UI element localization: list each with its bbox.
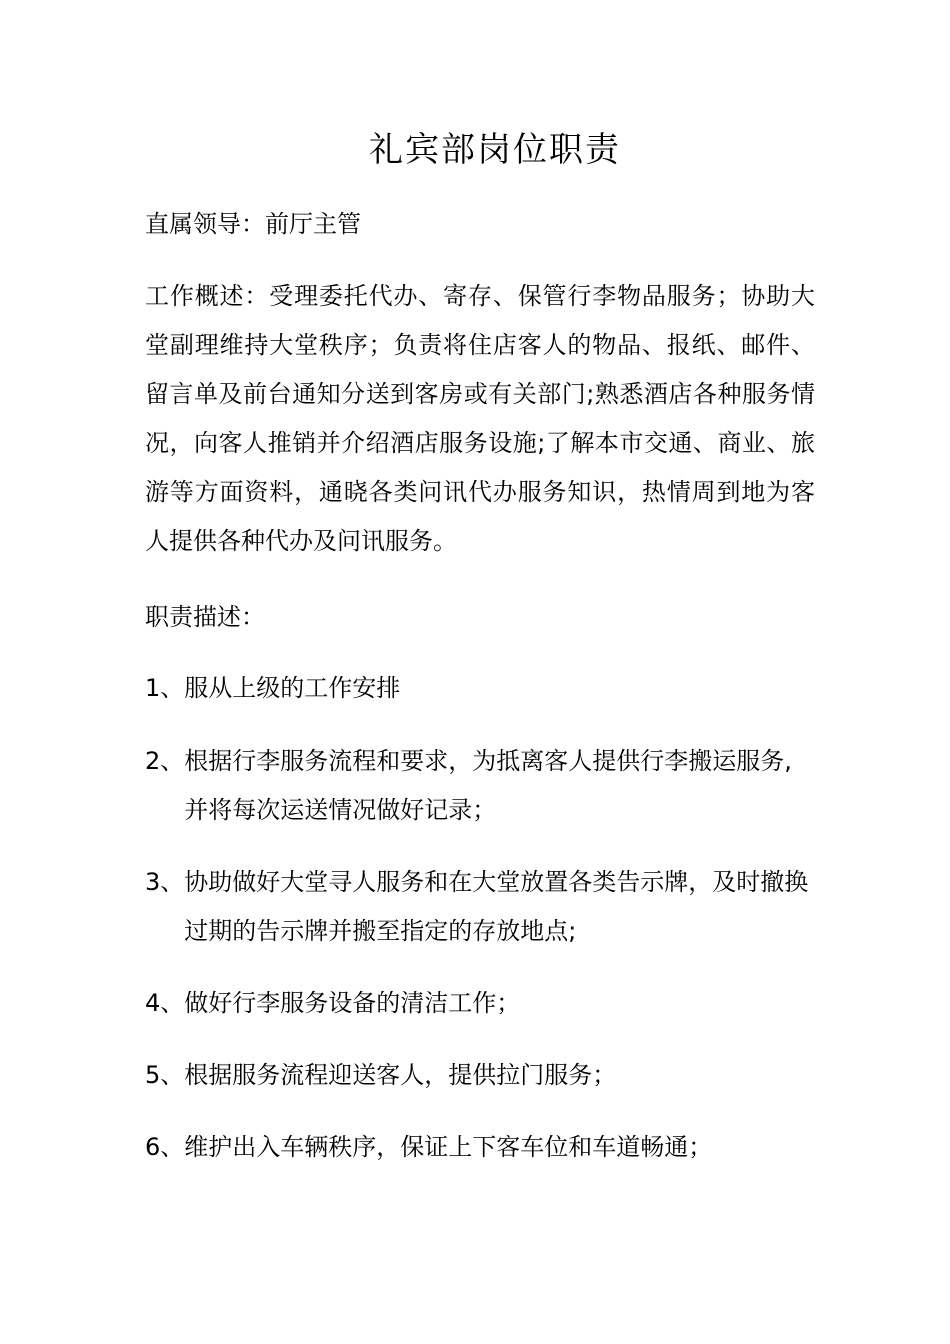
duty-text: 服从上级的工作安排 xyxy=(184,674,401,702)
duty-item xyxy=(145,1123,815,1172)
duty-item xyxy=(145,858,815,956)
supervisor-line: 直属领导：前厅主管 xyxy=(145,210,361,238)
duty-text: 根据行李服务流程和要求，为抵离客人提供行李搬运服务,并将每次运送情况做好记录； xyxy=(184,747,792,824)
duty-item xyxy=(145,664,815,713)
duty-number: 3、 xyxy=(145,868,185,896)
duty-number: 5、 xyxy=(145,1061,185,1089)
duty-number: 1、 xyxy=(145,674,185,702)
document-title: 礼宾部岗位职责 xyxy=(369,130,621,170)
duty-item xyxy=(145,979,815,1028)
duty-text: 做好行李服务设备的清洁工作； xyxy=(184,989,521,1017)
job-overview-paragraph: 工作概述：受理委托代办、寄存、保管行李物品服务；协助大堂副理维持大堂秩序；负责将住店客人的物品、报纸、邮件、留言单及前台通知分送到客房或有关部门;熟悉酒店各种服务情况，向客人推销并介绍酒店服务设施;了解本市交通、商业、旅游等方面资料，通晓各类问讯代办服务知识，热情周到地为客人提供各种代办及问讯服务。 xyxy=(145,282,815,555)
duty-item xyxy=(145,1051,815,1100)
duty-text: 协助做好大堂寻人服务和在大堂放置各类告示牌，及时撤换过期的告示牌并搬至指定的存放地点; xyxy=(184,868,809,945)
duty-number: 2、 xyxy=(145,747,185,775)
duty-text: 维护出入车辆秩序，保证上下客车位和车道畅通； xyxy=(184,1133,713,1161)
duty-number: 6、 xyxy=(145,1133,185,1161)
duty-number: 4、 xyxy=(145,989,185,1017)
duties-heading: 职责描述： xyxy=(145,603,265,631)
duty-text: 根据服务流程迎送客人，提供拉门服务； xyxy=(184,1061,617,1089)
duty-item xyxy=(145,737,815,835)
